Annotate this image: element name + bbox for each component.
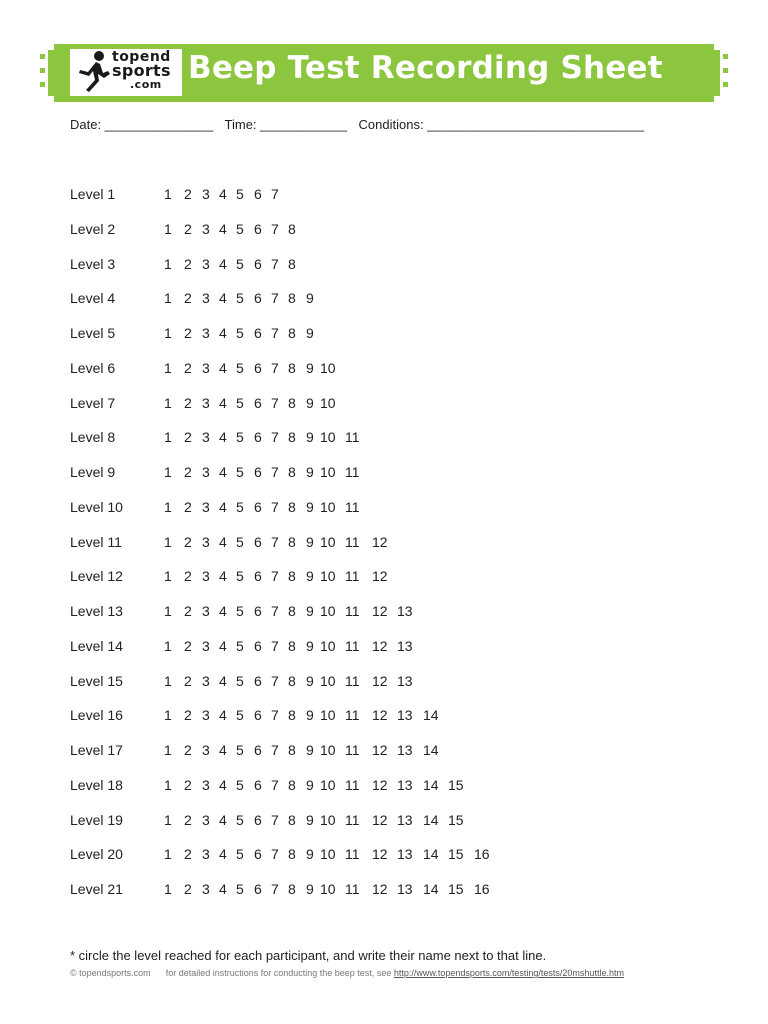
shuttle-number[interactable]: 15 bbox=[448, 776, 464, 793]
page-title: Beep Test Recording Sheet bbox=[188, 50, 663, 86]
shuttle-number[interactable]: 2 bbox=[184, 742, 192, 758]
runner-icon bbox=[74, 50, 114, 94]
shuttle-number[interactable]: 12 bbox=[372, 776, 388, 793]
shuttle-number[interactable]: 4 bbox=[219, 568, 227, 585]
shuttle-number[interactable]: 11 bbox=[345, 498, 360, 515]
shuttle-number[interactable]: 1 bbox=[164, 290, 172, 307]
shuttle-number[interactable]: 8 bbox=[288, 672, 296, 689]
shuttle-number[interactable]: 7 bbox=[271, 464, 279, 480]
shuttle-number[interactable]: 12 bbox=[372, 811, 388, 828]
logo-line2: sports bbox=[112, 61, 171, 80]
shuttle-number[interactable]: 8 bbox=[288, 498, 296, 515]
shuttle-number[interactable]: 5 bbox=[236, 290, 244, 307]
shuttle-number[interactable]: 10 bbox=[320, 359, 336, 376]
shuttle-number[interactable]: 4 bbox=[219, 429, 227, 446]
shuttle-number[interactable]: 10 bbox=[320, 637, 336, 654]
shuttle-number[interactable]: 8 bbox=[288, 568, 296, 585]
shuttle-number[interactable]: 4 bbox=[219, 186, 227, 202]
shuttle-number[interactable]: 10 bbox=[320, 533, 336, 550]
shuttle-number[interactable]: 11 bbox=[345, 672, 360, 689]
shuttle-number[interactable]: 5 bbox=[236, 429, 244, 446]
level-label: Level 13 bbox=[70, 603, 123, 619]
logo-line3: .com bbox=[130, 78, 162, 91]
shuttle-number[interactable]: 6 bbox=[254, 325, 262, 341]
shuttle-number[interactable]: 9 bbox=[306, 672, 314, 689]
shuttle-number[interactable]: 5 bbox=[236, 707, 244, 724]
shuttle-number[interactable]: 9 bbox=[306, 568, 314, 585]
shuttle-number[interactable]: 5 bbox=[236, 603, 244, 619]
shuttle-number[interactable]: 3 bbox=[202, 603, 210, 619]
shuttle-number[interactable]: 5 bbox=[236, 220, 244, 237]
shuttle-number[interactable]: 11 bbox=[345, 776, 360, 793]
shuttle-number[interactable]: 5 bbox=[236, 568, 244, 585]
banner-pixel bbox=[40, 54, 45, 59]
shuttle-number[interactable]: 6 bbox=[254, 394, 262, 411]
shuttle-number[interactable]: 6 bbox=[254, 637, 262, 654]
shuttle-number[interactable]: 9 bbox=[306, 359, 314, 376]
shuttle-number[interactable]: 2 bbox=[184, 603, 192, 619]
level-label: Level 18 bbox=[70, 776, 123, 793]
shuttle-number[interactable]: 2 bbox=[184, 568, 192, 585]
shuttle-number[interactable]: 11 bbox=[345, 603, 360, 619]
level-label: Level 14 bbox=[70, 637, 123, 654]
shuttle-number[interactable]: 6 bbox=[254, 776, 262, 793]
shuttle-number[interactable]: 5 bbox=[236, 637, 244, 654]
shuttle-number[interactable]: 8 bbox=[288, 846, 296, 863]
level-label: Level 10 bbox=[70, 498, 123, 515]
shuttle-number[interactable]: 6 bbox=[254, 429, 262, 446]
shuttle-number[interactable]: 1 bbox=[164, 498, 172, 515]
footer bbox=[70, 968, 624, 978]
shuttle-number[interactable]: 7 bbox=[271, 672, 279, 689]
shuttle-number[interactable]: 10 bbox=[320, 498, 336, 515]
shuttle-number[interactable]: 1 bbox=[164, 533, 172, 550]
shuttle-number[interactable]: 3 bbox=[202, 359, 210, 376]
shuttle-number[interactable]: 5 bbox=[236, 325, 244, 341]
shuttle-number[interactable]: 1 bbox=[164, 325, 172, 341]
level-label: Level 1 bbox=[70, 186, 116, 202]
shuttle-number[interactable]: 8 bbox=[288, 533, 296, 550]
shuttle-number[interactable]: 9 bbox=[306, 742, 314, 758]
shuttle-number[interactable]: 1 bbox=[164, 742, 172, 758]
shuttle-number[interactable]: 4 bbox=[219, 672, 227, 689]
shuttle-number[interactable]: 7 bbox=[271, 811, 279, 828]
shuttle-number[interactable]: 2 bbox=[184, 637, 192, 654]
level-label: Level 2 bbox=[70, 220, 116, 237]
shuttle-number[interactable]: 9 bbox=[306, 290, 314, 307]
shuttle-number[interactable]: 2 bbox=[184, 533, 192, 550]
shuttle-number[interactable]: 1 bbox=[164, 464, 172, 480]
shuttle-number[interactable]: 1 bbox=[164, 359, 172, 376]
shuttle-number[interactable]: 13 bbox=[397, 603, 413, 619]
shuttle-number[interactable]: 8 bbox=[288, 394, 296, 411]
shuttle-number[interactable]: 8 bbox=[288, 325, 296, 341]
shuttle-number[interactable]: 11 bbox=[345, 811, 360, 828]
shuttle-number[interactable]: 12 bbox=[372, 603, 388, 619]
shuttle-number[interactable]: 8 bbox=[288, 429, 296, 446]
shuttle-number[interactable]: 8 bbox=[288, 776, 296, 793]
shuttle-number[interactable]: 8 bbox=[288, 637, 296, 654]
shuttle-number[interactable]: 4 bbox=[219, 464, 227, 480]
shuttle-number[interactable]: 1 bbox=[164, 637, 172, 654]
shuttle-number[interactable]: 5 bbox=[236, 846, 244, 863]
shuttle-number[interactable]: 7 bbox=[271, 568, 279, 585]
shuttle-number[interactable]: 1 bbox=[164, 707, 172, 724]
shuttle-number[interactable]: 12 bbox=[372, 881, 388, 897]
shuttle-number[interactable]: 11 bbox=[345, 637, 360, 654]
shuttle-number[interactable]: 6 bbox=[254, 498, 262, 515]
shuttle-number[interactable]: 10 bbox=[320, 464, 336, 480]
shuttle-number[interactable]: 8 bbox=[288, 464, 296, 480]
shuttle-number[interactable]: 6 bbox=[254, 290, 262, 307]
shuttle-number[interactable]: 8 bbox=[288, 220, 296, 237]
shuttle-number[interactable]: 9 bbox=[306, 707, 314, 724]
shuttle-number[interactable]: 6 bbox=[254, 742, 262, 758]
shuttle-number[interactable]: 4 bbox=[219, 881, 227, 897]
shuttle-number[interactable]: 2 bbox=[184, 707, 192, 724]
shuttle-number[interactable]: 9 bbox=[306, 464, 314, 480]
shuttle-number[interactable]: 7 bbox=[271, 394, 279, 411]
shuttle-number[interactable]: 12 bbox=[372, 637, 388, 654]
banner-corner bbox=[48, 96, 54, 102]
shuttle-number[interactable]: 5 bbox=[236, 359, 244, 376]
level-label: Level 12 bbox=[70, 568, 123, 585]
shuttle-number[interactable]: 3 bbox=[202, 290, 210, 307]
shuttle-number[interactable]: 1 bbox=[164, 394, 172, 411]
shuttle-number[interactable]: 2 bbox=[184, 672, 192, 689]
shuttle-number[interactable]: 2 bbox=[184, 359, 192, 376]
shuttle-number[interactable]: 3 bbox=[202, 220, 210, 237]
banner-pixel bbox=[40, 82, 45, 87]
shuttle-number[interactable]: 12 bbox=[372, 742, 388, 758]
shuttle-number[interactable]: 7 bbox=[271, 846, 279, 863]
shuttle-number[interactable]: 5 bbox=[236, 811, 244, 828]
shuttle-number[interactable]: 7 bbox=[271, 498, 279, 515]
level-label: Level 6 bbox=[70, 359, 116, 376]
shuttle-number[interactable]: 3 bbox=[202, 498, 210, 515]
shuttle-number[interactable]: 11 bbox=[345, 429, 360, 446]
shuttle-number[interactable]: 11 bbox=[345, 464, 360, 480]
shuttle-number[interactable]: 5 bbox=[236, 881, 244, 897]
level-label: Level 21 bbox=[70, 881, 123, 897]
shuttle-number[interactable]: 12 bbox=[372, 846, 388, 863]
shuttle-number[interactable]: 7 bbox=[271, 742, 279, 758]
level-label: Level 15 bbox=[70, 672, 123, 689]
shuttle-number[interactable]: 3 bbox=[202, 776, 210, 793]
shuttle-number[interactable]: 6 bbox=[254, 533, 262, 550]
level-label: Level 20 bbox=[70, 846, 123, 863]
footer-instructions: for detailed instructions for conducting the beep test, see bbox=[165, 968, 392, 978]
shuttle-number[interactable]: 3 bbox=[202, 881, 210, 897]
shuttle-number[interactable]: 5 bbox=[236, 776, 244, 793]
banner-corner bbox=[714, 96, 720, 102]
shuttle-number[interactable]: 10 bbox=[320, 603, 336, 619]
shuttle-number[interactable]: 4 bbox=[219, 255, 227, 272]
shuttle-number[interactable]: 2 bbox=[184, 429, 192, 446]
shuttle-number[interactable]: 7 bbox=[271, 603, 279, 619]
shuttle-number[interactable]: 10 bbox=[320, 394, 336, 411]
shuttle-number[interactable]: 7 bbox=[271, 359, 279, 376]
shuttle-number[interactable]: 1 bbox=[164, 603, 172, 619]
banner-pixel bbox=[723, 82, 728, 87]
shuttle-number[interactable]: 5 bbox=[236, 533, 244, 550]
shuttle-number[interactable]: 4 bbox=[219, 220, 227, 237]
shuttle-number[interactable]: 5 bbox=[236, 672, 244, 689]
shuttle-number[interactable]: 4 bbox=[219, 637, 227, 654]
shuttle-number[interactable]: 11 bbox=[345, 846, 360, 863]
shuttle-number[interactable]: 3 bbox=[202, 568, 210, 585]
level-label: Level 19 bbox=[70, 811, 123, 828]
shuttle-number[interactable]: 1 bbox=[164, 568, 172, 585]
shuttle-number[interactable]: 4 bbox=[219, 707, 227, 724]
shuttle-number[interactable]: 8 bbox=[288, 742, 296, 758]
shuttle-number[interactable]: 4 bbox=[219, 776, 227, 793]
shuttle-number[interactable]: 7 bbox=[271, 290, 279, 307]
shuttle-number[interactable]: 5 bbox=[236, 498, 244, 515]
shuttle-number[interactable]: 2 bbox=[184, 881, 192, 897]
shuttle-number[interactable]: 4 bbox=[219, 325, 227, 341]
shuttle-number[interactable]: 2 bbox=[184, 325, 192, 341]
shuttle-number[interactable]: 4 bbox=[219, 498, 227, 515]
shuttle-number[interactable]: 7 bbox=[271, 220, 279, 237]
shuttle-number[interactable]: 3 bbox=[202, 742, 210, 758]
shuttle-number[interactable]: 1 bbox=[164, 881, 172, 897]
shuttle-number[interactable]: 7 bbox=[271, 637, 279, 654]
shuttle-number[interactable]: 15 bbox=[448, 846, 464, 863]
shuttle-number[interactable]: 2 bbox=[184, 220, 192, 237]
shuttle-number[interactable]: 3 bbox=[202, 707, 210, 724]
logo-line1: topend bbox=[112, 49, 171, 65]
shuttle-number[interactable]: 3 bbox=[202, 637, 210, 654]
shuttle-number[interactable]: 10 bbox=[320, 776, 336, 793]
level-label: Level 8 bbox=[70, 429, 116, 446]
level-label: Level 7 bbox=[70, 394, 116, 411]
shuttle-number[interactable]: 6 bbox=[254, 707, 262, 724]
shuttle-number[interactable]: 8 bbox=[288, 881, 296, 897]
shuttle-number[interactable]: 1 bbox=[164, 186, 172, 202]
shuttle-number[interactable]: 4 bbox=[219, 603, 227, 619]
shuttle-number[interactable]: 13 bbox=[397, 846, 413, 863]
shuttle-number[interactable]: 8 bbox=[288, 707, 296, 724]
shuttle-number[interactable]: 1 bbox=[164, 846, 172, 863]
shuttle-number[interactable]: 15 bbox=[448, 881, 464, 897]
shuttle-number[interactable]: 16 bbox=[474, 846, 490, 863]
shuttle-number[interactable]: 3 bbox=[202, 186, 210, 202]
shuttle-number[interactable]: 3 bbox=[202, 394, 210, 411]
shuttle-number[interactable]: 3 bbox=[202, 255, 210, 272]
shuttle-number[interactable]: 9 bbox=[306, 846, 314, 863]
level-label: Level 5 bbox=[70, 325, 116, 341]
shuttle-number[interactable]: 3 bbox=[202, 533, 210, 550]
shuttle-number[interactable]: 2 bbox=[184, 498, 192, 515]
shuttle-number[interactable]: 10 bbox=[320, 672, 336, 689]
shuttle-number[interactable]: 8 bbox=[288, 359, 296, 376]
logo-text bbox=[112, 50, 182, 92]
shuttle-number[interactable]: 13 bbox=[397, 881, 413, 897]
level-label: Level 17 bbox=[70, 742, 123, 758]
shuttle-number[interactable]: 2 bbox=[184, 394, 192, 411]
shuttle-number[interactable]: 12 bbox=[372, 568, 388, 585]
shuttle-number[interactable]: 9 bbox=[306, 776, 314, 793]
shuttle-number[interactable]: 2 bbox=[184, 776, 192, 793]
shuttle-number[interactable]: 3 bbox=[202, 811, 210, 828]
banner-corner bbox=[48, 44, 54, 50]
shuttle-number[interactable]: 14 bbox=[423, 846, 439, 863]
shuttle-number[interactable]: 10 bbox=[320, 811, 336, 828]
shuttle-number[interactable]: 5 bbox=[236, 186, 244, 202]
header-fields bbox=[70, 117, 652, 132]
shuttle-number[interactable]: 7 bbox=[271, 429, 279, 446]
shuttle-number[interactable]: 9 bbox=[306, 811, 314, 828]
shuttle-number[interactable]: 13 bbox=[397, 742, 413, 758]
shuttle-number[interactable]: 10 bbox=[320, 707, 336, 724]
shuttle-number[interactable]: 6 bbox=[254, 672, 262, 689]
shuttle-number[interactable]: 14 bbox=[423, 742, 439, 758]
shuttle-number[interactable]: 5 bbox=[236, 742, 244, 758]
shuttle-number[interactable]: 8 bbox=[288, 290, 296, 307]
shuttle-number[interactable]: 4 bbox=[219, 742, 227, 758]
shuttle-number[interactable]: 3 bbox=[202, 325, 210, 341]
shuttle-number[interactable]: 2 bbox=[184, 255, 192, 272]
shuttle-number[interactable]: 9 bbox=[306, 498, 314, 515]
shuttle-number[interactable]: 11 bbox=[345, 707, 360, 724]
shuttle-number[interactable]: 9 bbox=[306, 429, 314, 446]
shuttle-number[interactable]: 10 bbox=[320, 742, 336, 758]
shuttle-number[interactable]: 14 bbox=[423, 811, 439, 828]
shuttle-number[interactable]: 5 bbox=[236, 464, 244, 480]
conditions-field[interactable]: Conditions: ______________________________ bbox=[358, 117, 645, 132]
shuttle-number[interactable]: 5 bbox=[236, 255, 244, 272]
shuttle-number[interactable]: 13 bbox=[397, 707, 413, 724]
shuttle-number[interactable]: 11 bbox=[345, 881, 360, 897]
shuttle-number[interactable]: 7 bbox=[271, 255, 279, 272]
shuttle-number[interactable]: 6 bbox=[254, 881, 262, 897]
shuttle-number[interactable]: 6 bbox=[254, 568, 262, 585]
shuttle-number[interactable]: 4 bbox=[219, 359, 227, 376]
shuttle-number[interactable]: 7 bbox=[271, 533, 279, 550]
shuttle-number[interactable]: 2 bbox=[184, 290, 192, 307]
shuttle-number[interactable]: 6 bbox=[254, 603, 262, 619]
time-field[interactable]: Time: ____________ bbox=[224, 117, 347, 132]
shuttle-number[interactable]: 6 bbox=[254, 846, 262, 863]
shuttle-number[interactable]: 13 bbox=[397, 811, 413, 828]
shuttle-number[interactable]: 12 bbox=[372, 672, 388, 689]
shuttle-number[interactable]: 6 bbox=[254, 186, 262, 202]
shuttle-number[interactable]: 6 bbox=[254, 359, 262, 376]
shuttle-number[interactable]: 2 bbox=[184, 186, 192, 202]
shuttle-number[interactable]: 4 bbox=[219, 846, 227, 863]
shuttle-number[interactable]: 13 bbox=[397, 672, 413, 689]
shuttle-number[interactable]: 6 bbox=[254, 811, 262, 828]
shuttle-number[interactable]: 11 bbox=[345, 533, 360, 550]
shuttle-number[interactable]: 6 bbox=[254, 220, 262, 237]
shuttle-number[interactable]: 4 bbox=[219, 533, 227, 550]
shuttle-number[interactable]: 1 bbox=[164, 220, 172, 237]
shuttle-number[interactable]: 6 bbox=[254, 255, 262, 272]
shuttle-number[interactable]: 7 bbox=[271, 325, 279, 341]
footer-link[interactable]: http://www.topendsports.com/testing/tests/20mshuttle.htm bbox=[393, 968, 624, 978]
shuttle-number[interactable]: 8 bbox=[288, 603, 296, 619]
banner-pixel bbox=[40, 68, 45, 73]
shuttle-number[interactable]: 8 bbox=[288, 811, 296, 828]
shuttle-number[interactable]: 10 bbox=[320, 568, 336, 585]
shuttle-number[interactable]: 9 bbox=[306, 881, 314, 897]
shuttle-number[interactable]: 7 bbox=[271, 707, 279, 724]
shuttle-number[interactable]: 2 bbox=[184, 811, 192, 828]
shuttle-number[interactable]: 7 bbox=[271, 776, 279, 793]
shuttle-number[interactable]: 14 bbox=[423, 776, 439, 793]
level-label: Level 3 bbox=[70, 255, 116, 272]
shuttle-number[interactable]: 1 bbox=[164, 429, 172, 446]
shuttle-number[interactable]: 3 bbox=[202, 464, 210, 480]
shuttle-number[interactable]: 13 bbox=[397, 637, 413, 654]
shuttle-number[interactable]: 9 bbox=[306, 637, 314, 654]
shuttle-number[interactable]: 3 bbox=[202, 672, 210, 689]
shuttle-number[interactable]: 1 bbox=[164, 255, 172, 272]
shuttle-number[interactable]: 11 bbox=[345, 742, 360, 758]
shuttle-number[interactable]: 6 bbox=[254, 464, 262, 480]
shuttle-number[interactable]: 8 bbox=[288, 255, 296, 272]
date-field[interactable]: Date: _______________ bbox=[70, 117, 214, 132]
shuttle-number[interactable]: 10 bbox=[320, 881, 336, 897]
instruction-note: * circle the level reached for each participant, and write their name next to that line. bbox=[70, 948, 547, 963]
level-label: Level 16 bbox=[70, 707, 123, 724]
copyright-text: © topendsports.com bbox=[70, 968, 151, 978]
shuttle-number[interactable]: 7 bbox=[271, 881, 279, 897]
shuttle-number[interactable]: 16 bbox=[474, 881, 490, 897]
shuttle-number[interactable]: 11 bbox=[345, 568, 360, 585]
shuttle-number[interactable]: 4 bbox=[219, 811, 227, 828]
shuttle-number[interactable]: 10 bbox=[320, 846, 336, 863]
banner-pixel bbox=[723, 68, 728, 73]
shuttle-number[interactable]: 9 bbox=[306, 533, 314, 550]
shuttle-number[interactable]: 1 bbox=[164, 672, 172, 689]
shuttle-number[interactable]: 4 bbox=[219, 290, 227, 307]
banner-pixel bbox=[723, 54, 728, 59]
shuttle-number[interactable]: 3 bbox=[202, 846, 210, 863]
shuttle-number[interactable]: 9 bbox=[306, 325, 314, 341]
shuttle-number[interactable]: 13 bbox=[397, 776, 413, 793]
shuttle-number[interactable]: 12 bbox=[372, 707, 388, 724]
shuttle-number[interactable]: 14 bbox=[423, 707, 439, 724]
shuttle-number[interactable]: 15 bbox=[448, 811, 464, 828]
shuttle-number[interactable]: 10 bbox=[320, 429, 336, 446]
shuttle-number[interactable]: 1 bbox=[164, 776, 172, 793]
banner-corner bbox=[714, 44, 720, 50]
shuttle-number[interactable]: 12 bbox=[372, 533, 388, 550]
shuttle-number[interactable]: 5 bbox=[236, 394, 244, 411]
shuttle-number[interactable]: 1 bbox=[164, 811, 172, 828]
shuttle-number[interactable]: 2 bbox=[184, 464, 192, 480]
shuttle-number[interactable]: 2 bbox=[184, 846, 192, 863]
level-label: Level 4 bbox=[70, 290, 116, 307]
shuttle-number[interactable]: 7 bbox=[271, 186, 279, 202]
shuttle-number[interactable]: 4 bbox=[219, 394, 227, 411]
shuttle-number[interactable]: 3 bbox=[202, 429, 210, 446]
shuttle-number[interactable]: 9 bbox=[306, 394, 314, 411]
level-label: Level 9 bbox=[70, 464, 116, 480]
shuttle-number[interactable]: 14 bbox=[423, 881, 439, 897]
level-label: Level 11 bbox=[70, 533, 122, 550]
shuttle-number[interactable]: 9 bbox=[306, 603, 314, 619]
